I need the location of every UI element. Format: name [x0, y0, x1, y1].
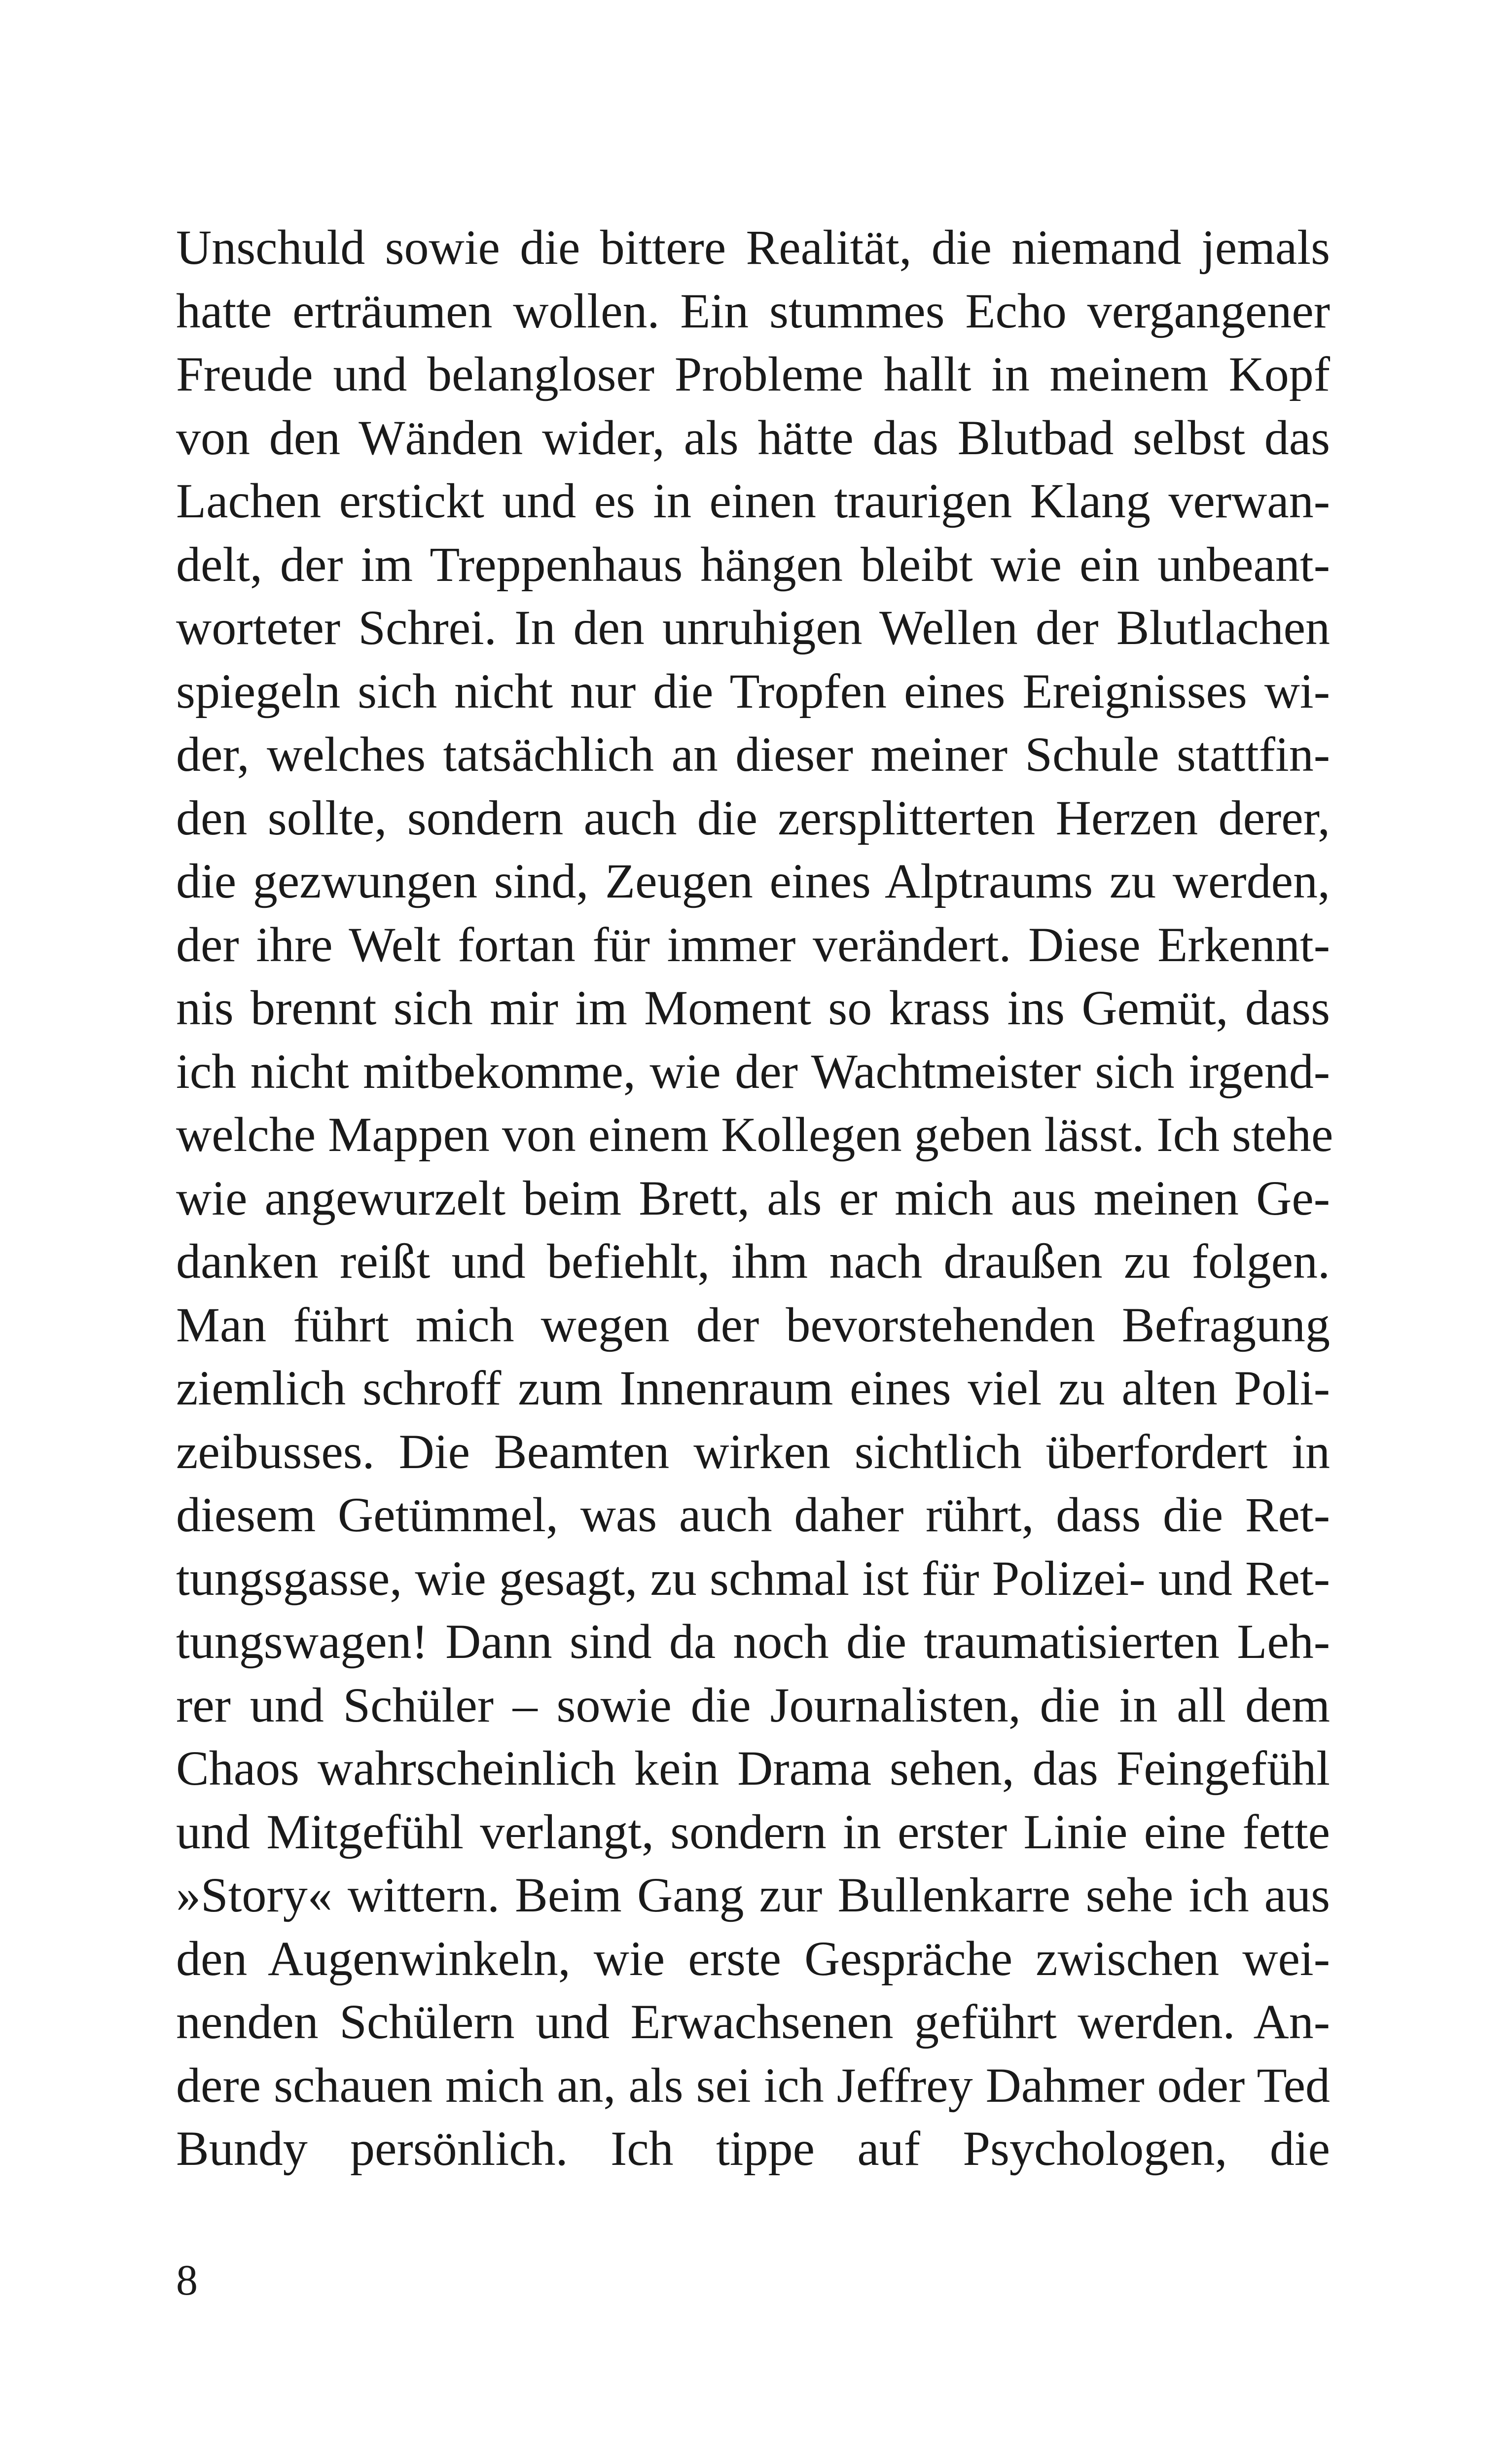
text-line: Unschuld sowie die bittere Realität, die niemand jemals	[176, 220, 1330, 275]
text-line: Freude und belangloser Probleme hallt in meinem Kopf	[176, 347, 1330, 401]
text-line: welche Mappen von einem Kollegen geben lässt. Ich stehe	[176, 1107, 1333, 1162]
text-line: danken reißt und befiehlt, ihm nach draußen zu folgen.	[176, 1234, 1330, 1289]
text-line: der ihre Welt fortan für immer verändert. Diese Erkennt-	[176, 917, 1330, 972]
text-line: und Mitgefühl verlangt, sondern in erster Linie eine fette	[176, 1804, 1330, 1859]
text-line: nis brennt sich mir im Moment so krass ins Gemüt, dass	[176, 980, 1330, 1035]
text-line: Chaos wahrscheinlich kein Drama sehen, das Feingefühl	[176, 1741, 1330, 1796]
text-line: die gezwungen sind, Zeugen eines Alptraums zu werden,	[176, 854, 1330, 908]
text-line: hatte erträumen wollen. Ein stummes Echo vergangener	[176, 283, 1330, 338]
text-line: der, welches tatsächlich an dieser meiner Schule stattfin-	[176, 727, 1330, 782]
text-line: diesem Getümmel, was auch daher rührt, dass die Ret-	[176, 1487, 1330, 1542]
text-line: dere schauen mich an, als sei ich Jeffrey Dahmer oder Ted	[176, 2057, 1330, 2113]
text-line: Man führt mich wegen der bevorstehenden Befragung	[176, 1297, 1330, 1352]
text-line: Bundy persönlich. Ich tippe auf Psychologen, die	[176, 2121, 1330, 2176]
text-line: den Augenwinkeln, wie erste Gespräche zwischen wei-	[176, 1931, 1330, 1986]
text-line: wie angewurzelt beim Brett, als er mich aus meinen Ge-	[176, 1170, 1330, 1225]
text-line: rer und Schüler – sowie die Journalisten, die in all dem	[176, 1677, 1330, 1732]
text-line: delt, der im Treppenhaus hängen bleibt wie ein unbeant-	[176, 537, 1330, 592]
text-line: ziemlich schroff zum Innenraum eines viel zu alten Poli-	[176, 1361, 1330, 1415]
text-line: spiegeln sich nicht nur die Tropfen eines Ereignisses wi-	[176, 663, 1330, 719]
text-line: worteter Schrei. In den unruhigen Wellen der Blutlachen	[176, 600, 1330, 655]
text-line: tungswagen! Dann sind da noch die traumatisierten Leh-	[176, 1614, 1330, 1669]
text-line: »Story« wittern. Beim Gang zur Bullenkarre sehe ich aus	[176, 1868, 1330, 1922]
text-line: ich nicht mitbekomme, wie der Wachtmeister sich irgend-	[176, 1043, 1330, 1099]
text-line: zeibusses. Die Beamten wirken sichtlich überfordert in	[176, 1424, 1330, 1479]
text-line: nenden Schülern und Erwachsenen geführt werden. An-	[176, 1994, 1330, 2049]
page-number: 8	[176, 2257, 198, 2304]
text-line: von den Wänden wider, als hätte das Blutbad selbst das	[176, 410, 1330, 465]
text-line: Lachen erstickt und es in einen traurigen Klang verwan-	[176, 473, 1330, 528]
body-text	[176, 216, 1333, 2181]
text-line: tungsgasse, wie gesagt, zu schmal ist für Polizei- und Ret-	[176, 1550, 1330, 1606]
text-line: den sollte, sondern auch die zersplitterten Herzen derer,	[176, 790, 1330, 845]
